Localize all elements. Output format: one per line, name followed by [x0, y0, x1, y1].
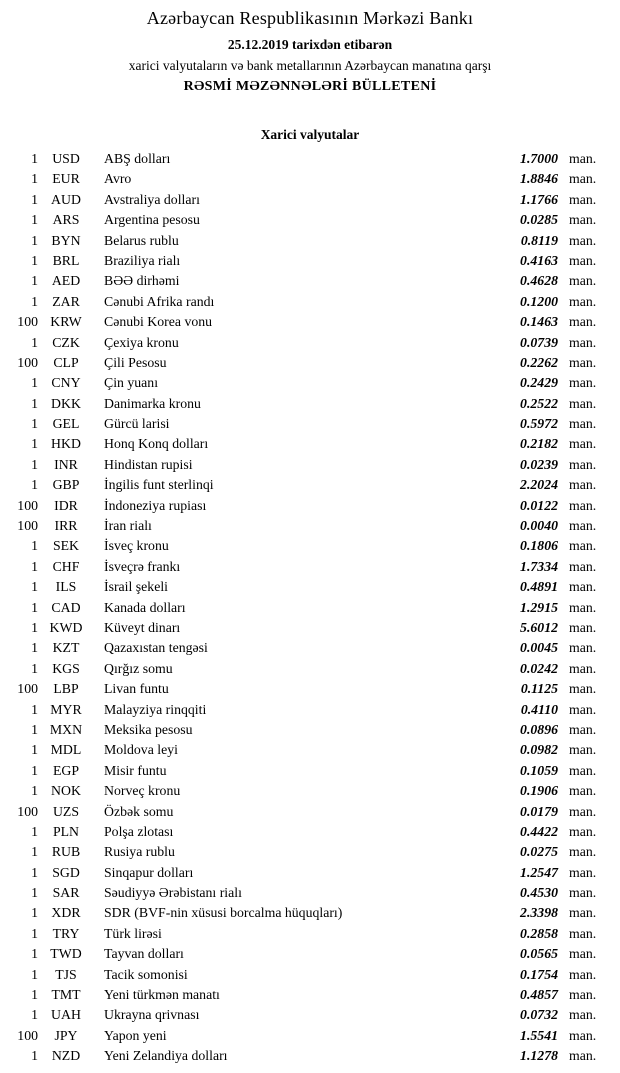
currency-name: Yeni Zelandiya dolları: [104, 1048, 228, 1064]
row-quantity: 1: [31, 885, 38, 901]
currency-code: KGS: [52, 660, 80, 676]
unit-label: man.: [569, 436, 597, 452]
unit-label: man.: [569, 456, 597, 472]
currency-code: NZD: [51, 1048, 81, 1064]
currency-rate: 0.0565: [520, 946, 558, 962]
currency-rate: 0.1463: [520, 314, 558, 330]
currency-code: CAD: [51, 599, 81, 615]
currency-rate: 0.0040: [520, 518, 558, 534]
unit-label: man.: [569, 395, 597, 411]
unit-label: man.: [569, 599, 597, 615]
rate-row: [8, 414, 604, 434]
currency-name: Livan funtu: [104, 681, 169, 697]
currency-name: İngilis funt sterlinqi: [104, 477, 214, 493]
rate-row: [8, 251, 604, 271]
row-quantity: 1: [31, 925, 38, 941]
row-quantity: 1: [31, 762, 38, 778]
unit-label: man.: [569, 823, 597, 839]
currency-name: Honq Konq dolları: [104, 436, 209, 452]
currency-name: Səudiyyə Ərəbistanı rialı: [104, 885, 242, 901]
unit-label: man.: [569, 518, 597, 534]
currency-code: AUD: [51, 191, 81, 207]
row-quantity: 1: [31, 273, 38, 289]
currency-rate: 0.8119: [520, 232, 558, 248]
currency-rate: 0.0896: [520, 721, 558, 737]
unit-label: man.: [569, 660, 597, 676]
currency-name: Polşa zlotası: [104, 823, 174, 839]
currency-rate: 0.0275: [520, 844, 558, 860]
row-quantity: 1: [31, 334, 38, 350]
currency-name: İsrail şekeli: [104, 579, 168, 595]
currency-code: UZS: [52, 803, 80, 819]
unit-label: man.: [569, 925, 597, 941]
row-quantity: 1: [31, 212, 38, 228]
rate-row: [8, 700, 604, 720]
currency-name: İsveç kronu: [104, 538, 169, 554]
rate-row: [8, 965, 604, 985]
currency-rate: 1.1766: [520, 191, 558, 207]
rate-row: [8, 312, 604, 332]
currency-name: İsveçrə frankı: [104, 558, 181, 574]
row-quantity: 100: [17, 1027, 38, 1043]
currency-rate: 0.0242: [520, 660, 558, 676]
currency-rate: 0.1906: [520, 783, 558, 799]
currency-rate: 1.5541: [520, 1027, 558, 1043]
currency-rate: 0.2858: [520, 925, 558, 941]
row-quantity: 1: [31, 660, 38, 676]
currency-rate: 0.4110: [520, 701, 558, 717]
currency-name: Norveç kronu: [104, 783, 181, 799]
row-quantity: 1: [31, 966, 38, 982]
currency-rate: 0.1059: [520, 762, 558, 778]
rate-row: [8, 822, 604, 842]
rate-row: [8, 333, 604, 353]
row-quantity: 1: [31, 232, 38, 248]
currency-code: CLP: [53, 354, 79, 370]
unit-label: man.: [569, 314, 597, 330]
currency-name: Argentina pesosu: [104, 212, 200, 228]
unit-label: man.: [569, 905, 597, 921]
currency-code: SAR: [52, 885, 80, 901]
currency-rate: 1.1278: [520, 1048, 558, 1064]
currency-code: GBP: [52, 477, 80, 493]
currency-name: Avstraliya dolları: [104, 191, 200, 207]
rate-row: [8, 577, 604, 597]
unit-label: man.: [569, 864, 597, 880]
unit-label: man.: [569, 151, 597, 166]
currency-name: Tacik somonisi: [104, 966, 188, 982]
rate-row: [8, 679, 604, 699]
unit-label: man.: [569, 721, 597, 737]
effective-date: 25.12.2019 tarixdən etibarən: [227, 37, 393, 52]
row-quantity: 1: [31, 252, 38, 268]
row-quantity: 100: [17, 803, 38, 819]
rate-row: [8, 842, 604, 862]
rate-row: [8, 659, 604, 679]
rate-row: [8, 394, 604, 414]
rate-row: [8, 883, 604, 903]
rate-row: [8, 720, 604, 740]
rate-row: [8, 1046, 604, 1066]
unit-label: man.: [569, 742, 597, 758]
rate-row: [8, 455, 604, 475]
currency-rate: 2.3398: [520, 905, 558, 921]
currency-name: ABŞ dolları: [104, 151, 171, 166]
currency-rate: 0.1806: [520, 538, 558, 554]
currency-name: Küveyt dinarı: [104, 619, 181, 635]
currency-code: BRL: [52, 252, 80, 268]
currency-code: SEK: [52, 538, 80, 554]
row-quantity: 1: [31, 375, 38, 391]
rate-row: [8, 903, 604, 923]
currency-name: Çexiya kronu: [104, 334, 179, 350]
rate-row: [8, 557, 604, 577]
rate-row: [8, 781, 604, 801]
unit-label: man.: [569, 1007, 597, 1023]
unit-label: man.: [569, 640, 597, 656]
rate-row: [8, 210, 604, 230]
currency-rate: 0.2522: [520, 395, 558, 411]
row-quantity: 100: [17, 518, 38, 534]
rate-row: [8, 618, 604, 638]
row-quantity: 1: [31, 599, 38, 615]
bank-title: Azərbaycan Respublikasının Mərkəzi Bankı: [146, 8, 474, 28]
rate-row: [8, 190, 604, 210]
currency-name: Çili Pesosu: [104, 354, 167, 370]
currency-rate: 0.1754: [520, 966, 558, 982]
currency-name: Cənubi Korea vonu: [104, 314, 213, 330]
rate-row: [8, 496, 604, 516]
currency-name: Danimarka kronu: [104, 395, 201, 411]
currency-rate: 0.0982: [520, 742, 558, 758]
rate-row: [8, 373, 604, 393]
currency-code: NOK: [51, 783, 81, 799]
currency-rate: 0.4422: [520, 823, 558, 839]
row-quantity: 1: [31, 701, 38, 717]
currency-name: Hindistan rupisi: [104, 456, 193, 472]
rate-row: [8, 292, 604, 312]
currency-name: Avro: [104, 171, 132, 187]
currency-code: TWD: [50, 946, 82, 962]
currency-code: TMT: [51, 987, 81, 1003]
unit-label: man.: [569, 171, 597, 187]
unit-label: man.: [569, 558, 597, 574]
currency-code: RUB: [51, 844, 81, 860]
unit-label: man.: [569, 212, 597, 228]
currency-code: ZAR: [52, 293, 80, 309]
row-quantity: 1: [31, 579, 38, 595]
bulletin-subtitle: xarici valyutaların və bank metallarının Azərbaycan manatına qarşı: [128, 58, 492, 73]
unit-label: man.: [569, 354, 597, 370]
currency-name: Özbək somu: [104, 803, 174, 819]
section-title-foreign-currencies: Xarici valyutalar: [260, 127, 360, 142]
unit-label: man.: [569, 375, 597, 391]
currency-code: MXN: [49, 721, 83, 737]
currency-name: Çin yuanı: [104, 375, 159, 391]
currency-code: JPY: [54, 1027, 78, 1043]
currency-rate: 0.0122: [520, 497, 558, 513]
currency-code: IDR: [54, 497, 78, 513]
row-quantity: 1: [31, 946, 38, 962]
row-quantity: 1: [31, 619, 38, 635]
unit-label: man.: [569, 619, 597, 635]
rate-row: [8, 638, 604, 658]
rate-row: [8, 516, 604, 536]
currency-code: SGD: [52, 864, 80, 880]
currency-code: CZK: [52, 334, 80, 350]
currency-rate: 0.5972: [520, 416, 558, 432]
currency-rate: 0.0739: [520, 334, 558, 350]
currency-code: CNY: [51, 375, 81, 391]
currency-name: SDR (BVF-nin xüsusi borcalma hüquqları): [104, 905, 343, 921]
row-quantity: 1: [31, 558, 38, 574]
row-quantity: 1: [31, 538, 38, 554]
currency-code: KZT: [52, 640, 80, 656]
unit-label: man.: [569, 191, 597, 207]
currency-code: KWD: [49, 619, 83, 635]
currency-code: CHF: [52, 558, 80, 574]
rate-row: [8, 598, 604, 618]
rate-row: [8, 761, 604, 781]
currency-rate: 1.8846: [520, 171, 558, 187]
row-quantity: 1: [31, 864, 38, 880]
currency-rate: 0.0239: [520, 456, 558, 472]
currency-name: Moldova leyi: [104, 742, 178, 758]
bulletin-header: [0, 8, 620, 95]
row-quantity: 100: [17, 354, 38, 370]
currency-rate: 1.7334: [520, 558, 558, 574]
currency-name: Gürcü larisi: [104, 416, 170, 432]
currency-rate: 0.1200: [520, 293, 558, 309]
unit-label: man.: [569, 803, 597, 819]
currency-rate: 0.4891: [520, 579, 558, 595]
rate-row: [8, 169, 604, 189]
row-quantity: 1: [31, 1048, 38, 1064]
unit-label: man.: [569, 701, 597, 717]
currency-name: Cənubi Afrika randı: [104, 293, 215, 309]
row-quantity: 1: [31, 742, 38, 758]
currency-rate: 1.2915: [520, 599, 558, 615]
unit-label: man.: [569, 579, 597, 595]
row-quantity: 1: [31, 395, 38, 411]
currency-code: USD: [52, 151, 80, 166]
currency-code: KRW: [50, 314, 82, 330]
currency-code: AED: [51, 273, 81, 289]
row-quantity: 1: [31, 171, 38, 187]
currency-name: Braziliya rialı: [104, 252, 181, 268]
currency-code: EUR: [52, 171, 80, 187]
currency-code: UAH: [51, 1007, 81, 1023]
currency-name: Misir funtu: [104, 762, 167, 778]
rate-row: [8, 802, 604, 822]
rate-row: [8, 740, 604, 760]
currency-code: HKD: [51, 436, 81, 452]
unit-label: man.: [569, 946, 597, 962]
currency-rate: 0.4530: [520, 885, 558, 901]
unit-label: man.: [569, 783, 597, 799]
currency-code: BYN: [51, 232, 81, 248]
currency-code: ARS: [52, 212, 80, 228]
currency-name: Rusiya rublu: [104, 844, 175, 860]
row-quantity: 1: [31, 721, 38, 737]
unit-label: man.: [569, 497, 597, 513]
currency-name: İran rialı: [104, 518, 152, 534]
currency-name: Yapon yeni: [104, 1027, 167, 1043]
currency-name: Belarus rublu: [104, 232, 179, 248]
rate-row: [8, 434, 604, 454]
rate-row: [8, 1026, 604, 1046]
currency-rate: 1.2547: [520, 864, 558, 880]
row-quantity: 1: [31, 783, 38, 799]
currency-name: Ukrayna qrivnası: [104, 1007, 200, 1023]
currency-rate: 0.1125: [520, 681, 558, 697]
currency-rate: 5.6012: [520, 619, 558, 635]
currency-code: INR: [54, 456, 78, 472]
row-quantity: 1: [31, 1007, 38, 1023]
unit-label: man.: [569, 987, 597, 1003]
currency-rate: 0.4163: [520, 252, 558, 268]
row-quantity: 100: [17, 681, 38, 697]
unit-label: man.: [569, 1027, 597, 1043]
currency-name: Sinqapur dolları: [104, 864, 194, 880]
row-quantity: 1: [31, 640, 38, 656]
currency-code: XDR: [51, 905, 81, 921]
currency-code: TRY: [52, 925, 80, 941]
currency-rate: 1.7000: [520, 151, 558, 166]
rates-table: [0, 149, 620, 1067]
currency-name: Türk lirəsi: [104, 925, 162, 941]
row-quantity: 1: [31, 416, 38, 432]
currency-rate: 0.0045: [520, 640, 558, 656]
rate-row: [8, 944, 604, 964]
row-quantity: 1: [31, 477, 38, 493]
currency-name: Malayziya rinqqiti: [104, 701, 207, 717]
currency-rate: 0.0179: [520, 803, 558, 819]
row-quantity: 1: [31, 456, 38, 472]
currency-name: Tayvan dolları: [104, 946, 184, 962]
unit-label: man.: [569, 966, 597, 982]
currency-name: Qırğız somu: [104, 660, 173, 676]
unit-label: man.: [569, 885, 597, 901]
unit-label: man.: [569, 762, 597, 778]
currency-code: EGP: [52, 762, 80, 778]
row-quantity: 1: [31, 191, 38, 207]
rate-row: [8, 149, 604, 169]
rate-row: [8, 863, 604, 883]
row-quantity: 1: [31, 293, 38, 309]
currency-name: İndoneziya rupiası: [104, 497, 207, 513]
rate-row: [8, 231, 604, 251]
currency-name: BƏƏ dirhəmi: [104, 273, 180, 289]
currency-code: DKK: [51, 395, 81, 411]
unit-label: man.: [569, 273, 597, 289]
bulletin-title: RƏSMİ MƏZƏNNƏLƏRİ BÜLLETENİ: [183, 79, 437, 94]
unit-label: man.: [569, 844, 597, 860]
row-quantity: 100: [17, 497, 38, 513]
unit-label: man.: [569, 1048, 597, 1064]
currency-rate: 0.2262: [520, 354, 558, 370]
unit-label: man.: [569, 681, 597, 697]
currency-rate: 0.4628: [520, 273, 558, 289]
unit-label: man.: [569, 334, 597, 350]
rate-row: [8, 353, 604, 373]
currency-code: PLN: [52, 823, 80, 839]
row-quantity: 1: [31, 823, 38, 839]
currency-code: MYR: [50, 701, 82, 717]
unit-label: man.: [569, 477, 597, 493]
row-quantity: 1: [31, 151, 38, 166]
unit-label: man.: [569, 416, 597, 432]
currency-code: TJS: [55, 966, 77, 982]
unit-label: man.: [569, 252, 597, 268]
unit-label: man.: [569, 538, 597, 554]
currency-rate: 0.0732: [520, 1007, 558, 1023]
row-quantity: 1: [31, 436, 38, 452]
currency-rate: 0.0285: [520, 212, 558, 228]
currency-code: ILS: [55, 579, 77, 595]
currency-rate: 0.2182: [520, 436, 558, 452]
currency-name: Meksika pesosu: [104, 721, 193, 737]
row-quantity: 1: [31, 905, 38, 921]
currency-name: Yeni türkmən manatı: [104, 987, 220, 1003]
rate-row: [8, 536, 604, 556]
row-quantity: 100: [17, 314, 38, 330]
unit-label: man.: [569, 232, 597, 248]
currency-name: Qazaxıstan tengəsi: [104, 640, 208, 656]
rate-row: [8, 271, 604, 291]
unit-label: man.: [569, 293, 597, 309]
currency-name: Kanada dolları: [104, 599, 186, 615]
currency-code: GEL: [52, 416, 80, 432]
row-quantity: 1: [31, 844, 38, 860]
rate-row: [8, 985, 604, 1005]
currency-code: LBP: [53, 681, 79, 697]
currency-rate: 2.2024: [520, 477, 558, 493]
currency-rate: 0.2429: [520, 375, 558, 391]
rate-row: [8, 924, 604, 944]
rate-row: [8, 475, 604, 495]
currency-code: IRR: [54, 518, 78, 534]
rate-row: [8, 1005, 604, 1025]
currency-rate: 0.4857: [520, 987, 558, 1003]
row-quantity: 1: [31, 987, 38, 1003]
currency-code: MDL: [50, 742, 82, 758]
